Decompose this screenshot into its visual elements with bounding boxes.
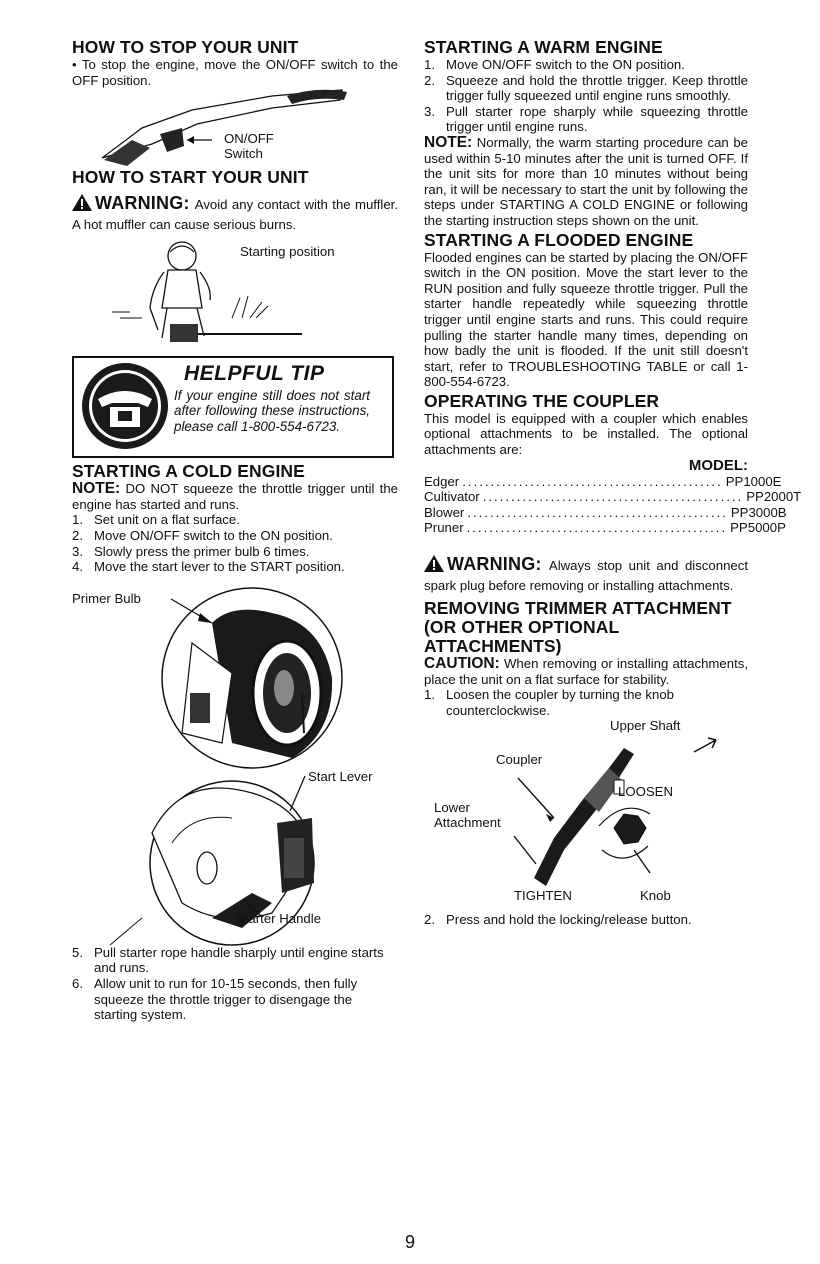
left-column — [72, 38, 398, 1023]
knob-label: Knob — [640, 888, 671, 904]
warning-label: WARNING: — [447, 554, 542, 575]
coupler-label: Coupler — [496, 752, 543, 768]
table-row: Edger .............................................. PP1000E — [424, 473, 782, 489]
note-label: NOTE: — [72, 480, 121, 498]
coupler-heading: OPERATING THE COUPLER — [424, 390, 660, 411]
primer-bulb-label: Primer Bulb — [72, 590, 141, 606]
list-item: 6. Allow unit to run for 10-15 seconds, then fully squeeze the throttle trigger to disengage the starting system. — [72, 975, 358, 1023]
list-item: 1. Move ON/OFF switch to the ON position. — [424, 57, 685, 72]
start-heading: HOW TO START YOUR UNIT — [72, 167, 309, 188]
list-item: 1. Set unit on a flat surface. — [72, 512, 240, 528]
caution-label: CAUTION: — [424, 655, 500, 673]
upper-shaft-label: Upper Shaft — [610, 718, 681, 734]
tip-text: If your engine still does not start after following these instructions, please call 1-800-554-6723. — [174, 388, 370, 434]
coupler-warning — [424, 554, 748, 595]
list-item: 2. Move ON/OFF switch to the ON position. — [72, 527, 333, 543]
cold-heading: STARTING A COLD ENGINE — [72, 461, 305, 482]
caution-text: When removing or installing attachments, place the unit on a flat surface for stability. — [424, 656, 748, 687]
table-row: Blower .............................................. PP3000B — [424, 504, 787, 520]
stop-instruction: • To stop the engine, move the ON/OFF switch to the OFF position. — [72, 57, 398, 88]
loosen-label: LOOSEN — [618, 784, 673, 800]
cold-steps-continued — [72, 945, 398, 1023]
warm-heading: STARTING A WARM ENGINE — [424, 37, 663, 57]
warning-text: Avoid any contact with the muffler. A hot muffler can cause serious burns. — [72, 197, 398, 233]
right-column — [424, 37, 802, 928]
on-off-label: ON/OFF — [224, 131, 274, 147]
cold-steps — [72, 512, 398, 574]
list-item: 2. Squeeze and hold the throttle trigger. Keep throttle trigger fully squeezed until engine runs smoothly. — [424, 72, 748, 104]
coupler-figure — [424, 718, 748, 908]
starter-handle-label: Starter Handle — [236, 910, 322, 926]
warm-steps — [424, 57, 748, 135]
list-item: 2. Press and hold the locking/release button. — [424, 912, 692, 928]
starting-position-label: Starting position — [240, 244, 335, 260]
flooded-heading: STARTING A FLOODED ENGINE — [424, 229, 694, 250]
coupler-text: This model is equipped with a coupler which enables optional attachments to be installed. The optional attachments are: — [424, 410, 748, 458]
attachments-table — [424, 456, 802, 536]
note-text: DO NOT squeeze the throttle trigger until the engine has started and runs. — [72, 481, 398, 512]
warning-icon — [424, 555, 444, 577]
lower-label: Lower — [434, 800, 470, 816]
removing-steps — [424, 687, 748, 718]
flooded-text: Flooded engines can be started by placing the ON/OFF switch in the ON position. Move the start lever to the RUN position and fully squeeze throttle trigger. Pull the starter handle repeatedly while squeezing throttle trigger until engine starts and runs. This could require pulling the starter handle many times, depending on how badly the unit is flooded. If the unit still doesn't start, refer to TROUBLESHOOTING TABLE or call 1-800-554-6723. — [424, 249, 748, 390]
starting-position-figure — [72, 238, 398, 350]
helpful-tip-box — [72, 356, 394, 458]
warning-text: Always stop unit and disconnect spark plug before removing or installing attachments. — [424, 558, 748, 594]
on-off-switch-figure — [72, 88, 398, 172]
cold-note — [72, 481, 398, 512]
removing-heading: REMOVING TRIMMER ATTACHMENT (OR OTHER OPTIONAL ATTACHMENTS) — [424, 598, 732, 657]
removing-steps-continued — [424, 912, 748, 928]
model-header: MODEL: — [688, 456, 748, 474]
switch-label: Switch — [224, 146, 263, 162]
note-label: NOTE: — [424, 133, 473, 151]
list-item: 3. Slowly press the primer bulb 6 times. — [72, 543, 310, 559]
list-item: 4. Move the start lever to the START position. — [72, 559, 345, 575]
primer-bulb-figure — [72, 583, 398, 945]
page-number: 9 — [404, 1232, 415, 1252]
warning-icon — [72, 194, 92, 216]
tighten-label: TIGHTEN — [514, 888, 572, 904]
warning-label: WARNING: — [95, 193, 190, 214]
list-item: 5. Pull starter rope handle sharply until engine starts and runs. — [72, 944, 384, 976]
tip-title: HELPFUL TIP — [184, 362, 325, 386]
table-row: Cultivator .............................................. PP2000T — [424, 489, 802, 505]
stop-heading: HOW TO STOP YOUR UNIT — [72, 37, 299, 57]
start-lever-label: Start Lever — [308, 768, 373, 784]
warm-note — [424, 135, 748, 229]
caution — [424, 656, 748, 687]
list-item: 1. Loosen the coupler by turning the knob counterclockwise. — [424, 687, 675, 718]
list-item: 3. Pull starter rope sharply while squeezing throttle trigger until engine runs. — [424, 103, 748, 135]
telephone-icon — [80, 361, 170, 451]
table-row: Pruner .............................................. PP5000P — [424, 520, 786, 536]
start-warning — [72, 193, 398, 234]
note-text: Normally, the warm starting procedure can be used within 5-10 minutes after the unit is turned OFF. If the unit sits for more than 10 minutes without being ran, it will be necessary to start the unit by following the steps under STARTING A COLD ENGINE or following the starting instruction steps shown on the unit. — [424, 134, 748, 228]
attachment-label: Attachment — [434, 815, 501, 831]
